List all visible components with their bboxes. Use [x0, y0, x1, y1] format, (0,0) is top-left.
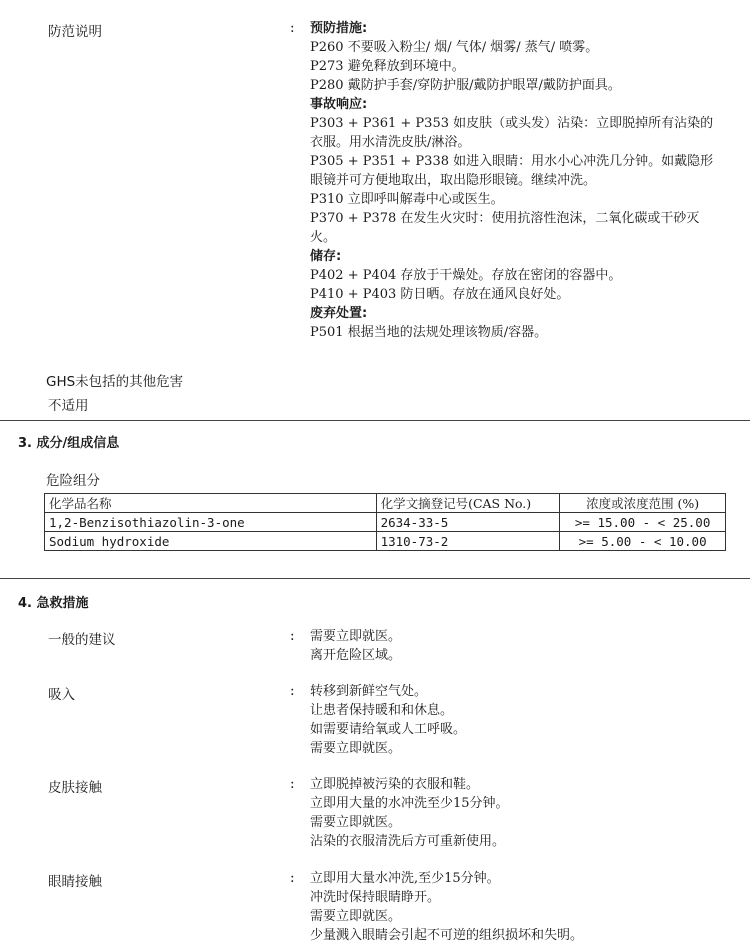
first-aid-line: 需要立即就医。	[310, 629, 402, 644]
first-aid-colon: :	[290, 628, 295, 644]
first-aid-line: 冲洗时保持眼睛睁开。	[310, 890, 441, 905]
chemical-name-cell: Sodium hydroxide	[45, 532, 377, 551]
precautions-content	[310, 19, 740, 342]
other-hazards-value: 不适用	[48, 398, 89, 414]
section4-title: 4. 急救措施	[18, 596, 89, 611]
statement-line: P303 + P361 + P353 如皮肤（或头发）沾染：立即脱掉所有沾染的	[310, 116, 714, 131]
table-header-row	[45, 494, 726, 513]
section3-title: 3. 成分/组成信息	[18, 436, 120, 451]
table-row	[45, 513, 726, 532]
storage-heading: 储存:	[310, 249, 342, 264]
statement-line: P305 + P351 + P338 如进入眼睛：用水小心冲洗几分钟。如戴隐形	[310, 154, 714, 169]
statement-line: 火。	[310, 230, 337, 245]
header-concentration: 浓度或浓度范围 (%)	[560, 494, 726, 513]
precautions-label: 防范说明	[48, 24, 102, 40]
section-divider	[0, 578, 750, 579]
first-aid-label-inhalation: 吸入	[48, 687, 75, 703]
statement-line: P410 + P403 防日晒。存放在通风良好处。	[310, 287, 570, 302]
first-aid-line: 需要立即就医。	[310, 815, 402, 830]
first-aid-line: 立即用大量水冲洗,至少15分钟。	[310, 871, 500, 886]
table-row	[45, 532, 726, 551]
first-aid-line: 需要立即就医。	[310, 909, 402, 924]
concentration-cell: >= 15.00 - < 25.00	[560, 513, 726, 532]
first-aid-eye-content	[310, 869, 740, 945]
disposal-heading: 废弃处置:	[310, 306, 368, 321]
chemical-name-cell: 1,2-Benzisothiazolin-3-one	[45, 513, 377, 532]
first-aid-label-general: 一般的建议	[48, 632, 116, 648]
first-aid-line: 需要立即就医。	[310, 741, 402, 756]
first-aid-colon: :	[290, 776, 295, 792]
response-heading: 事故响应:	[310, 97, 368, 112]
prevention-heading: 预防措施:	[310, 21, 368, 36]
header-chemical-name: 化学品名称	[45, 494, 377, 513]
first-aid-line: 立即用大量的水冲洗至少15分钟。	[310, 796, 509, 811]
statement-line: P310 立即呼叫解毒中心或医生。	[310, 192, 504, 207]
statement-line: P402 + P404 存放于干燥处。存放在密闭的容器中。	[310, 268, 622, 283]
section-divider	[0, 420, 750, 421]
first-aid-line: 立即脱掉被污染的衣服和鞋。	[310, 777, 480, 792]
precautions-colon: :	[290, 20, 295, 36]
statement-line: 眼镜并可方便地取出，取出隐形眼镜。继续冲洗。	[310, 173, 597, 188]
cas-no-cell: 2634-33-5	[376, 513, 560, 532]
first-aid-skin-content	[310, 775, 740, 851]
first-aid-line: 离开危险区域。	[310, 648, 402, 663]
other-hazards-title: GHS未包括的其他危害	[46, 374, 184, 390]
hazardous-components-title: 危险组分	[46, 473, 100, 489]
first-aid-line: 让患者保持暖和和休息。	[310, 703, 454, 718]
statement-line: P273 避免释放到环境中。	[310, 59, 465, 74]
first-aid-line: 沾染的衣服清洗后方可重新使用。	[310, 834, 506, 849]
first-aid-line: 转移到新鲜空气处。	[310, 684, 428, 699]
first-aid-inhalation-content	[310, 682, 740, 758]
first-aid-colon: :	[290, 870, 295, 886]
components-table	[44, 493, 726, 551]
cas-no-cell: 1310-73-2	[376, 532, 560, 551]
first-aid-line: 如需要请给氧或人工呼吸。	[310, 722, 467, 737]
statement-line: P501 根据当地的法规处理该物质/容器。	[310, 325, 548, 340]
concentration-cell: >= 5.00 - < 10.00	[560, 532, 726, 551]
statement-line: P260 不要吸入粉尘/ 烟/ 气体/ 烟雾/ 蒸气/ 喷雾。	[310, 40, 599, 55]
statement-line: P280 戴防护手套/穿防护服/戴防护眼罩/戴防护面具。	[310, 78, 621, 93]
first-aid-colon: :	[290, 683, 295, 699]
first-aid-label-skin: 皮肤接触	[48, 780, 102, 796]
first-aid-general-content	[310, 627, 740, 665]
statement-line: 衣服。用水清洗皮肤/淋浴。	[310, 135, 471, 150]
first-aid-line: 少量溅入眼睛会引起不可逆的组织损坏和失明。	[310, 928, 584, 943]
header-cas-no: 化学文摘登记号(CAS No.)	[376, 494, 560, 513]
statement-line: P370 + P378 在发生火灾时：使用抗溶性泡沫，二氧化碳或干砂灭	[310, 211, 700, 226]
first-aid-label-eye: 眼睛接触	[48, 874, 102, 890]
